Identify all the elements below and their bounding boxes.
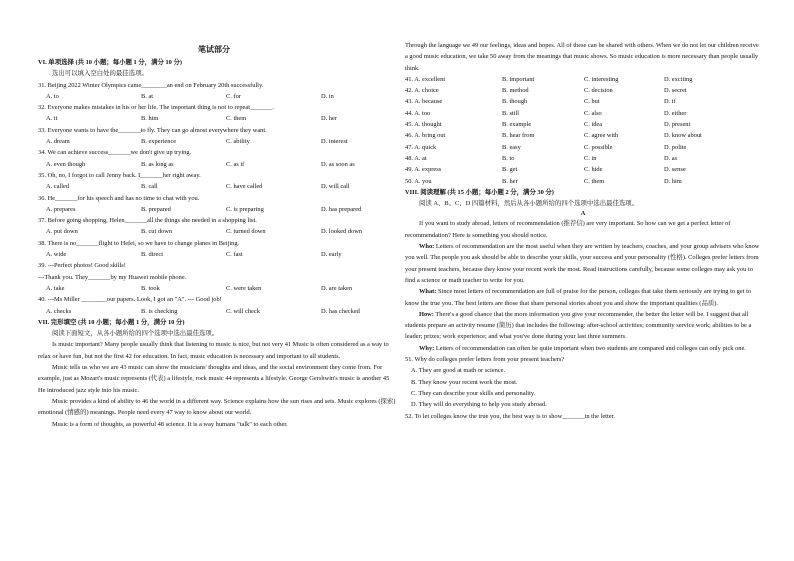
option: A. dream	[46, 138, 70, 146]
option: A. checks	[46, 307, 72, 315]
option: A. wide	[46, 251, 67, 259]
paragraph-text: Letters of recommendation can often be quite important when two students are compared and colleges can only pick one.	[434, 344, 746, 352]
section-8-instruction: 阅读 A、B、C、D 四篇材料，然后从各小题所给的四个选项中选出最佳选项。	[419, 200, 639, 208]
reading-paragraph	[405, 309, 761, 343]
option: 49. A. express	[405, 166, 442, 174]
option: B. to	[502, 154, 515, 162]
question-stem: 34. We can achieve success_______we don't give up trying.	[38, 149, 192, 157]
section-7-heading: VII. 完形填空 (共 10 小题；每小题 1 分，满分 10 分)	[38, 318, 185, 326]
cloze-option-row	[405, 119, 761, 130]
option: C. fast	[226, 251, 243, 259]
option: D. as soon as	[321, 160, 355, 168]
option-row	[38, 91, 396, 102]
right-column	[405, 40, 761, 422]
option: 43. A. because	[405, 98, 443, 106]
option: A. take	[46, 284, 65, 292]
cloze-paragraph: Is music important? Many people usually think that listening to music is nice, but not very 41 Music is often considered as a way to relax or have fun, but not the first 42 for education. In fact, music education is necessary and important to all students.	[38, 341, 389, 360]
option: A. even though	[46, 160, 86, 168]
option: C. is preparing	[226, 205, 264, 213]
cloze-passage	[38, 339, 396, 429]
paragraph-lead: How:	[419, 310, 434, 318]
question-stem: 37. Before going shopping, Helen_______all the things she needed in a shopping list.	[38, 217, 257, 225]
option: C. for	[226, 92, 241, 100]
option: 46. A. bring out	[405, 132, 446, 140]
option-row	[38, 249, 396, 260]
option: C. them	[226, 115, 247, 123]
option: A. called	[46, 183, 70, 191]
question-stem: 40. ---Ms Miller ________our papers. Look, I got an "A". --- Good job!	[38, 296, 222, 304]
option: 47. A. quick	[405, 143, 437, 151]
option: C. in	[584, 154, 597, 162]
reading-paragraph	[405, 343, 761, 354]
option: B. prepared	[141, 205, 171, 213]
option: C. as if	[226, 160, 245, 168]
section-7-instruction: 阅读下面短文，从各小题所给的四个选项中选出最佳选项。	[52, 330, 219, 338]
paragraph-text: There's a good chance that the more information you give your recommender, the better the letter will be. I suggest that all students prepare an activity resume (简历) that includes the following: after-school activities; community service work; abilities to be a leader; prizes; work experience; and what you've done during your last three summers.	[405, 310, 752, 341]
paragraph-text: Since most letters of recommendation are full of praise for the person, colleges that take them seriously are trying to get to know the true you. The best letters are those that share personal stories about you and show the important qualities (品质).	[405, 288, 752, 307]
option: D. secret	[664, 87, 687, 95]
option: 50. A. you	[405, 177, 432, 185]
option-row	[38, 204, 396, 215]
option: D. will call	[321, 183, 350, 191]
option-row	[38, 283, 396, 294]
option: C. They can describe your skills and personality.	[411, 389, 536, 397]
option: B. easy	[502, 143, 521, 151]
option: C. idea	[584, 121, 603, 129]
cloze-option-row	[405, 164, 761, 175]
reading-paragraph	[405, 286, 761, 309]
option: A. prepares	[46, 205, 76, 213]
option: D. in	[321, 92, 334, 100]
option: C. turned down	[226, 228, 266, 236]
paragraph-text: If you want to study abroad, letters of recommendation (推荐信) are very important. So how can we get a perfect letter of recommendation? Here is something you should notice.	[405, 220, 731, 239]
option: D. either	[664, 109, 687, 117]
option: B. method	[502, 87, 529, 95]
option: A. put down	[46, 228, 78, 236]
option: D. has checked	[321, 307, 360, 315]
option: C. interesting	[584, 75, 619, 83]
option: D. polite	[664, 143, 687, 151]
paragraph-lead: Why:	[419, 344, 435, 352]
question-stem: 32. Everyone makes mistakes in his or her life. The important thing is not to repeat_______.	[38, 104, 274, 112]
option: D. early	[321, 251, 342, 259]
page-title: 笔试部分	[198, 45, 230, 54]
question-stem: 36. He_______for his speech and has no time to chat with you.	[38, 194, 200, 202]
option: B. though	[502, 98, 528, 106]
option: D. know about	[664, 132, 702, 140]
option: D. present	[664, 121, 691, 129]
option: B. is checking	[141, 307, 178, 315]
option: D. exciting	[664, 75, 693, 83]
option: B. took	[141, 284, 160, 292]
option: 44. A. too	[405, 109, 431, 117]
option: B. as long as	[141, 160, 174, 168]
option: B. example	[502, 121, 532, 129]
option-row	[38, 306, 396, 317]
option: B. get	[502, 166, 518, 174]
option: B. direct	[141, 251, 164, 259]
cloze-paragraph: Music tells us who we are 43 music can show the musicians' thoughts and ideas, and the social environment they come from. For example, just as Mozart's music represents (代表) a lifestyle, rock music 44 represents a lifestyle. George Gershwin's music is another 45 He introduced jazz style into his music.	[38, 364, 390, 394]
cloze-options	[405, 74, 761, 187]
option: D. are taken	[321, 284, 353, 292]
question-stem: 35. Oh, no, I forgot to call Jenny back. I_______her right away.	[38, 171, 201, 179]
option: 48. A. at	[405, 154, 427, 162]
question-stem: 33. Everyone wants to have the_______to fly. They can go almost everywhere they want.	[38, 126, 267, 134]
option: D. him	[664, 177, 682, 185]
option: B. call	[141, 183, 158, 191]
option: C. decision	[584, 87, 613, 95]
option: C. will check	[226, 307, 260, 315]
option: B. still	[502, 109, 520, 117]
cloze-passage-continued: Through the language we 49 our feelings, ideas and hopes. All of these can be shared with others. When we do not let our children receive a good music education, we take 50 away from the meanings that music shows. So music education is more necessary than people usually think.	[405, 42, 759, 72]
option: B. experience	[141, 138, 177, 146]
option-row	[38, 181, 396, 192]
option: C. also	[584, 109, 602, 117]
option: B. cut down	[141, 228, 173, 236]
cloze-option-row	[405, 85, 761, 96]
cloze-option-row	[405, 74, 761, 85]
option: C. ability	[226, 138, 250, 146]
cloze-option-row	[405, 96, 761, 107]
option: D. has prepared	[321, 205, 362, 213]
cloze-option-row	[405, 130, 761, 141]
option: 45. A. thought	[405, 121, 442, 129]
cloze-option-row	[405, 176, 761, 187]
option: D. sense	[664, 166, 686, 174]
option-row	[38, 226, 396, 237]
option: B. important	[502, 75, 535, 83]
question-51-options	[405, 365, 761, 410]
option: C. but	[584, 98, 600, 106]
reading-passage	[405, 218, 761, 354]
option: D. interest	[321, 138, 348, 146]
option: B. her	[502, 177, 518, 185]
option: A. to	[46, 92, 59, 100]
option: D. if	[664, 98, 676, 106]
cloze-paragraph: Music is a form of thoughts, as powerful 48 science. It is a way humans "talk" to each other.	[52, 420, 288, 428]
passage-letter: A	[580, 210, 586, 218]
question-stem: 38. There is no_______flight to Hefei, so we have to change planes in Beijing.	[38, 239, 240, 247]
left-column	[38, 57, 396, 430]
option: B. at	[141, 92, 154, 100]
option: C. them	[584, 177, 605, 185]
option: A. it	[46, 115, 58, 123]
reading-paragraph	[405, 218, 761, 241]
option-row	[38, 113, 396, 124]
question-stem: 31. Beijing 2022 Winter Olympics came________an end on February 20th successfully.	[38, 81, 264, 89]
cloze-option-row	[405, 153, 761, 164]
paragraph-lead: What:	[419, 288, 437, 296]
option: B. him	[141, 115, 159, 123]
option: C. possible	[584, 143, 613, 151]
option: D. They will do everything to help you study abroad.	[411, 401, 547, 409]
option: 42. A. choice	[405, 87, 439, 95]
question-stem: ---Thank you. They_______by my Huawei mobile phone.	[38, 273, 187, 281]
option: D. looked down	[321, 228, 363, 236]
option: C. were taken	[226, 284, 262, 292]
paragraph-lead: Who:	[419, 243, 435, 251]
option: A. They are good at math or science.	[411, 367, 506, 375]
option: C. agree with	[584, 132, 619, 140]
section-8-heading: VIII. 阅读理解 (共 15 小题；每小题 2 分，满分 30 分)	[405, 188, 554, 196]
option: D. her	[321, 115, 337, 123]
option: D. as	[664, 154, 678, 162]
option: B. hear from	[502, 132, 535, 140]
question-51: 51. Why do colleges prefer letters from your present teachers?	[405, 356, 565, 364]
option: C. have called	[226, 183, 263, 191]
option: B. They know your recent work the most.	[411, 378, 518, 386]
reading-paragraph	[405, 241, 761, 286]
cloze-option-row	[405, 108, 761, 119]
option: C. hide	[584, 166, 603, 174]
question-stem: 39. ---Perfect photos! Good skills!	[38, 262, 126, 270]
cloze-paragraph: Music provides a kind of ability to 46 the world in a different way. Science explains how the sun rises and sets. Music explores (探索) emotional (情感的) meanings. People need every 47 way to know about our world.	[38, 397, 396, 417]
option: 41. A. excellent	[405, 75, 446, 83]
option-row	[38, 136, 396, 147]
section-6-questions	[38, 80, 396, 317]
cloze-option-row	[405, 142, 761, 153]
question-52: 52. To let colleges know the true you, the best way is to show_______in the letter.	[405, 412, 615, 420]
option-row	[38, 159, 396, 170]
section-6-instruction: 选出可以填入空白处的最佳选项。	[52, 70, 148, 78]
paragraph-text: Letters of recommendation are the most useful when they are written by teachers, coaches, and your group advisers who know you well. The people you ask should be able to describe your skills, your success and your personality (性格). Colleges prefer letters from your present teachers, because they know your recent work the most. Read instructions carefully, because some colleges may ask you to find a science or math teacher to write for you.	[405, 243, 760, 284]
section-6-heading: VI. 单项选择 (共 10 小题；每小题 1 分，满分 10 分)	[38, 59, 182, 66]
